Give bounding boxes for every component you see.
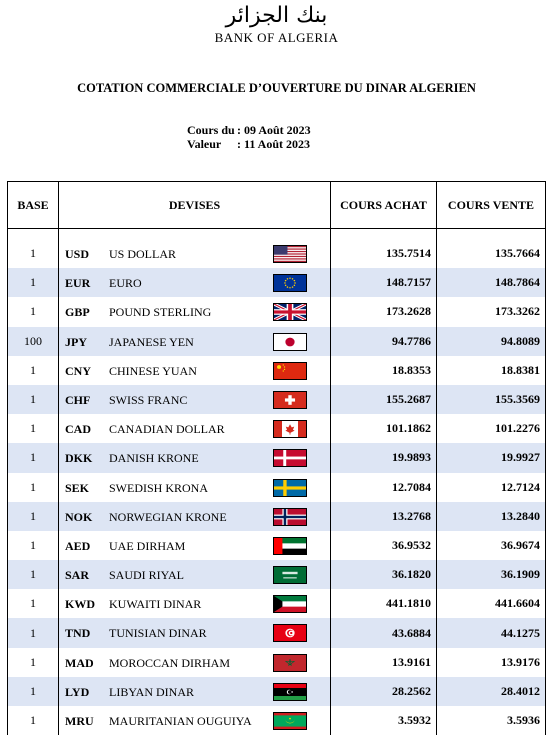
table-row	[8, 473, 546, 502]
saudi-flag-icon	[273, 566, 307, 584]
currency-code: CAD	[65, 422, 91, 437]
cell-cours-achat: 94.7786	[331, 327, 437, 356]
norway-flag-icon	[273, 508, 307, 526]
currency-name: MAURITANIAN OUGUIYA	[109, 714, 252, 728]
cell-base: 1	[8, 443, 59, 472]
currency-name: LIBYAN DINAR	[109, 684, 194, 699]
eu-flag-icon	[273, 274, 307, 292]
cell-cours-achat: 19.9893	[331, 443, 437, 472]
currency-code: DKK	[65, 451, 93, 466]
cell-cours-vente: 441.6604	[437, 589, 546, 618]
cell-cours-achat: 12.7084	[331, 473, 437, 502]
page-title: COTATION COMMERCIALE D’OUVERTURE DU DINAR ALGERIEN	[77, 81, 476, 95]
currency-name: MOROCCAN DIRHAM	[109, 655, 231, 670]
table-row	[8, 618, 546, 647]
table-row	[8, 385, 546, 414]
cell-devise	[59, 239, 331, 268]
cell-cours-achat: 13.2768	[331, 502, 437, 531]
cell-cours-achat: 18.8353	[331, 356, 437, 385]
cell-base: 1	[8, 560, 59, 589]
cell-cours-achat: 135.7514	[331, 239, 437, 268]
cell-base: 1	[8, 648, 59, 677]
cell-cours-achat: 28.2562	[331, 677, 437, 706]
cours-label: Cours du	[187, 123, 235, 137]
cell-base: 100	[8, 327, 59, 356]
currency-name: NORWEGIAN KRONE	[109, 509, 227, 524]
libya-flag-icon	[273, 683, 307, 701]
cell-devise	[59, 268, 331, 297]
cell-base: 1	[8, 297, 59, 326]
cell-cours-vente: 155.3569	[437, 385, 546, 414]
cell-base: 1	[8, 706, 59, 735]
cell-devise	[59, 531, 331, 560]
cell-devise	[59, 648, 331, 677]
header-cours-vente: COURS VENTE	[437, 182, 546, 229]
cell-cours-vente: 13.9176	[437, 648, 546, 677]
cell-base: 1	[8, 356, 59, 385]
cell-base: 1	[8, 385, 59, 414]
cell-cours-vente: 18.8381	[437, 356, 546, 385]
cell-cours-vente: 3.5936	[437, 706, 546, 735]
currency-name: KUWAITI DINAR	[109, 597, 202, 612]
cell-devise	[59, 473, 331, 502]
cell-cours-achat: 36.9532	[331, 531, 437, 560]
cell-cours-achat: 155.2687	[331, 385, 437, 414]
currency-name: SWEDISH KRONA	[109, 480, 208, 495]
swiss-flag-icon	[273, 391, 307, 409]
table-row	[8, 677, 546, 706]
us-flag-icon	[273, 245, 307, 263]
cell-devise	[59, 677, 331, 706]
table-row	[8, 560, 546, 589]
cell-cours-achat: 13.9161	[331, 648, 437, 677]
mauritania-flag-icon	[273, 712, 307, 730]
currency-code: SAR	[65, 568, 90, 583]
currency-code: JPY	[65, 334, 87, 349]
currency-code: MRU	[65, 714, 94, 728]
cell-base: 1	[8, 414, 59, 443]
cell-cours-achat: 43.6884	[331, 618, 437, 647]
currency-code: TND	[65, 626, 91, 641]
table-row	[8, 648, 546, 677]
cell-cours-achat: 36.1820	[331, 560, 437, 589]
table-row	[8, 502, 546, 531]
cell-cours-achat: 173.2628	[331, 297, 437, 326]
currency-code: MAD	[65, 655, 94, 670]
table-row	[8, 443, 546, 472]
cell-cours-achat: 3.5932	[331, 706, 437, 735]
cell-cours-vente: 28.4012	[437, 677, 546, 706]
cell-cours-vente: 36.1909	[437, 560, 546, 589]
cell-devise	[59, 589, 331, 618]
table-header-row	[8, 182, 546, 229]
currency-code: GBP	[65, 305, 90, 320]
rates-table	[7, 181, 546, 735]
cell-cours-vente: 13.2840	[437, 502, 546, 531]
uk-flag-icon	[273, 303, 307, 321]
currency-name: POUND STERLING	[109, 305, 212, 320]
cell-cours-achat: 441.1810	[331, 589, 437, 618]
japan-flag-icon	[273, 333, 307, 351]
cell-devise	[59, 502, 331, 531]
currency-code: EUR	[65, 276, 91, 291]
cell-devise	[59, 356, 331, 385]
bank-header	[0, 4, 553, 46]
cell-base: 1	[8, 473, 59, 502]
cell-cours-vente: 36.9674	[437, 531, 546, 560]
table-row	[8, 239, 546, 268]
cell-cours-vente: 94.8089	[437, 327, 546, 356]
cell-devise	[59, 385, 331, 414]
cell-cours-vente: 148.7864	[437, 268, 546, 297]
currency-code: LYD	[65, 684, 90, 699]
cell-devise	[59, 706, 331, 735]
cell-cours-vente: 135.7664	[437, 239, 546, 268]
table-row	[8, 268, 546, 297]
currency-code: CNY	[65, 363, 91, 378]
cell-base: 1	[8, 618, 59, 647]
cell-base: 1	[8, 502, 59, 531]
currency-name: TUNISIAN DINAR	[109, 626, 207, 641]
kuwait-flag-icon	[273, 595, 307, 613]
header-devises: DEVISES	[59, 182, 331, 229]
header-base: BASE	[8, 182, 59, 229]
currency-code: SEK	[65, 480, 90, 495]
currency-name: CANADIAN DOLLAR	[109, 422, 225, 437]
tunisia-flag-icon	[273, 624, 307, 642]
bank-logo-arabic: بنك الجزائر	[225, 3, 328, 28]
currency-name: CHINESE YUAN	[109, 363, 197, 378]
cell-devise	[59, 618, 331, 647]
cell-devise	[59, 327, 331, 356]
cell-cours-achat: 101.1862	[331, 414, 437, 443]
cell-base: 1	[8, 268, 59, 297]
valeur-value: : 11 Août 2023	[237, 137, 311, 151]
cell-cours-vente: 44.1275	[437, 618, 546, 647]
cell-devise	[59, 560, 331, 589]
cell-base: 1	[8, 677, 59, 706]
table-row	[8, 414, 546, 443]
table-row	[8, 706, 546, 735]
currency-code: NOK	[65, 509, 93, 524]
table-row	[8, 531, 546, 560]
table-row	[8, 327, 546, 356]
sweden-flag-icon	[273, 479, 307, 497]
valeur-label: Valeur	[187, 137, 222, 151]
currency-code: KWD	[65, 597, 95, 612]
cell-devise	[59, 297, 331, 326]
currency-name: DANISH KRONE	[109, 451, 199, 466]
currency-name: SAUDI RIYAL	[109, 568, 184, 583]
table-row	[8, 589, 546, 618]
cell-cours-vente: 12.7124	[437, 473, 546, 502]
canada-flag-icon	[273, 420, 307, 438]
cell-cours-vente: 173.3262	[437, 297, 546, 326]
china-flag-icon	[273, 362, 307, 380]
currency-name: EURO	[109, 276, 142, 291]
currency-name: JAPANESE YEN	[109, 334, 194, 349]
cell-cours-vente: 101.2276	[437, 414, 546, 443]
header-cours-achat: COURS ACHAT	[331, 182, 437, 229]
table-row	[8, 297, 546, 326]
dates-block	[187, 123, 311, 151]
cell-devise	[59, 414, 331, 443]
currency-code: CHF	[65, 392, 91, 407]
bank-logo-english: BANK OF ALGERIA	[214, 30, 339, 45]
currency-name: SWISS FRANC	[109, 392, 188, 407]
cell-cours-vente: 19.9927	[437, 443, 546, 472]
cell-cours-achat: 148.7157	[331, 268, 437, 297]
morocco-flag-icon	[273, 654, 307, 672]
uae-flag-icon	[273, 537, 307, 555]
cell-devise	[59, 443, 331, 472]
denmark-flag-icon	[273, 449, 307, 467]
cell-base: 1	[8, 239, 59, 268]
currency-code: USD	[65, 247, 90, 261]
cours-value: : 09 Août 2023	[237, 123, 311, 137]
cell-base: 1	[8, 531, 59, 560]
currency-code: AED	[65, 538, 91, 553]
cell-base: 1	[8, 589, 59, 618]
currency-name: US DOLLAR	[109, 247, 177, 261]
table-row	[8, 356, 546, 385]
currency-name: UAE DIRHAM	[109, 538, 186, 553]
